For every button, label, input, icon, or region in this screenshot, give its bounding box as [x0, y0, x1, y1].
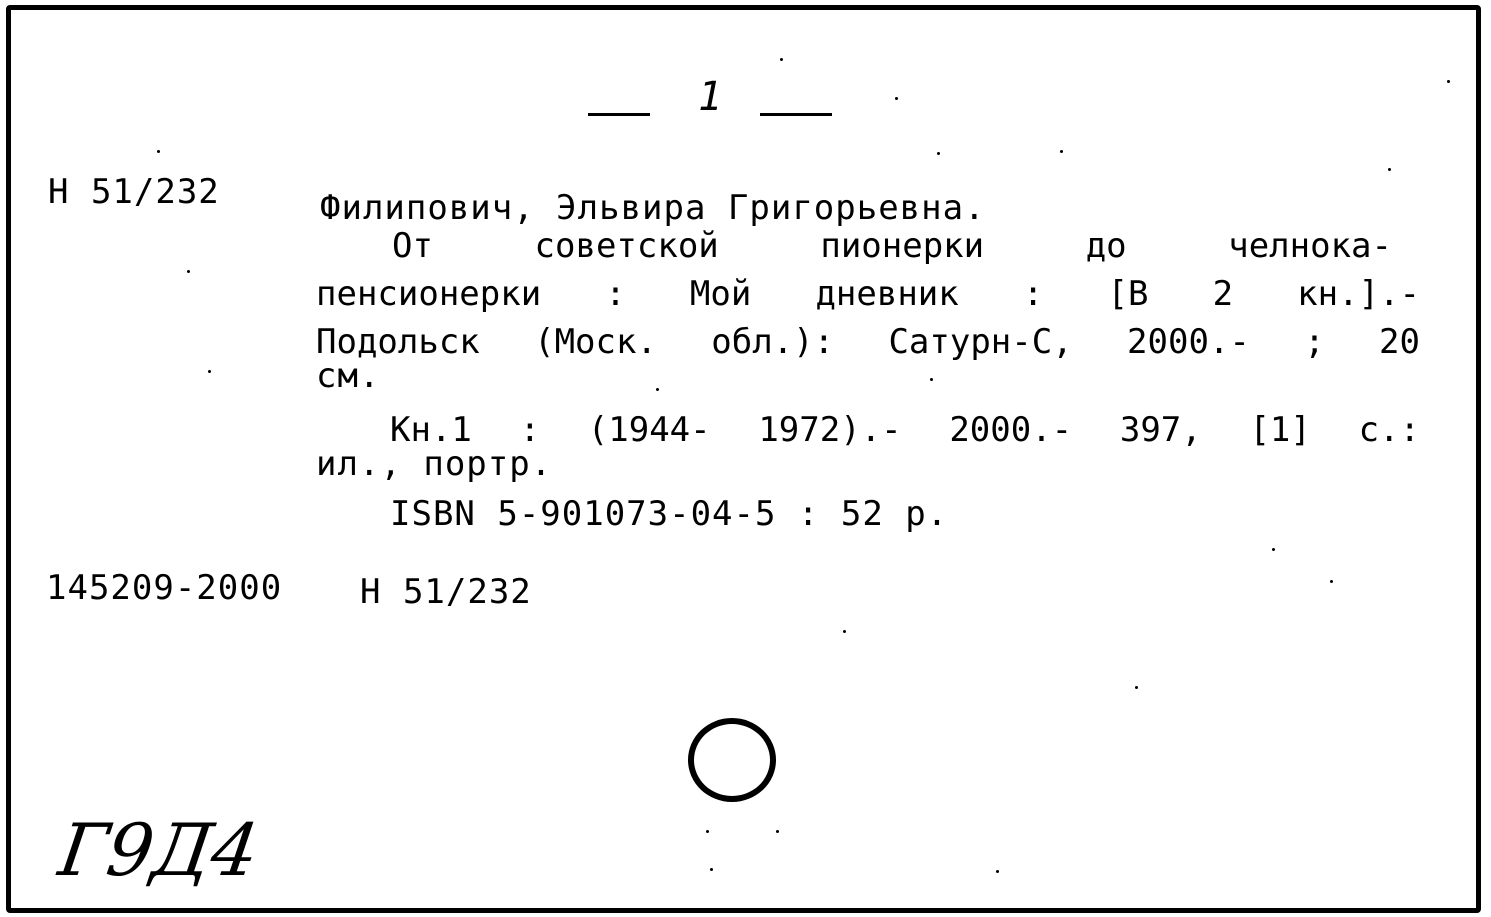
author-heading: Филипович, Эльвира Григорьевна. [320, 188, 986, 228]
title-line-4: см. [316, 356, 381, 396]
isbn-line: ISBN 5-901073-04-5 : 52 р. [390, 494, 949, 534]
title-line-3 [316, 322, 1420, 362]
volume-word: 397, [1119, 410, 1202, 450]
volume-word: с.: [1358, 410, 1420, 450]
title-word: Мой [689, 274, 752, 314]
title-word: советской [534, 226, 719, 266]
volume-word: (1944- [587, 410, 711, 450]
scan-speck [1388, 168, 1391, 171]
scan-speck [706, 830, 709, 833]
inventory-call-number: Н 51/232 [360, 572, 532, 612]
header-dash-left [588, 113, 650, 116]
volume-word: [1] [1249, 410, 1311, 450]
scan-speck [937, 152, 940, 155]
scan-speck [1135, 686, 1138, 689]
title-word: ; [1304, 322, 1325, 362]
title-word: дневник [815, 274, 959, 314]
scan-speck [843, 630, 846, 633]
title-word: обл.): [711, 322, 835, 362]
header-dash-right [760, 113, 832, 116]
header-mark: 1 [698, 74, 724, 120]
volume-word: : [519, 410, 541, 450]
scan-speck [656, 388, 659, 391]
scan-speck [776, 830, 779, 833]
scan-speck [996, 870, 999, 873]
scan-speck [187, 270, 190, 273]
title-word: 2 [1212, 274, 1234, 314]
scan-speck [930, 378, 933, 381]
card-punch-hole [688, 718, 776, 802]
scan-speck [1447, 80, 1450, 83]
scan-speck [1060, 150, 1063, 153]
scan-speck [895, 97, 898, 100]
title-word: 2000.- [1127, 322, 1250, 362]
title-word: [В [1107, 274, 1149, 314]
scan-speck [1330, 580, 1333, 583]
scan-speck [208, 370, 211, 373]
scan-speck [1272, 548, 1275, 551]
volume-word: Кн.1 [390, 410, 472, 450]
title-word: до [1085, 226, 1127, 266]
title-word: пенсионерки [316, 274, 542, 314]
title-word: кн.].- [1297, 274, 1420, 314]
title-line-1 [392, 226, 1392, 266]
scan-speck [780, 58, 783, 61]
title-word: : [1022, 274, 1044, 314]
scan-speck [710, 868, 713, 871]
handwritten-note: Г9Д4 [54, 808, 264, 892]
title-word: 20 [1379, 322, 1420, 362]
title-word: : [605, 274, 626, 314]
title-word: челнока- [1228, 226, 1392, 266]
title-word: (Моск. [534, 322, 657, 362]
volume-line-2: ил., портр. [316, 444, 553, 484]
title-word: От [392, 226, 433, 266]
call-number: Н 51/232 [48, 172, 220, 212]
volume-word: 2000.- [949, 410, 1073, 450]
title-word: пионерки [820, 226, 985, 266]
inventory-number: 145209-2000 [46, 568, 283, 608]
title-line-2 [316, 274, 1420, 314]
title-word: Сатурн-С, [888, 322, 1073, 362]
scan-speck [157, 150, 160, 153]
title-word: Подольск [316, 322, 480, 362]
volume-word: 1972).- [758, 410, 902, 450]
